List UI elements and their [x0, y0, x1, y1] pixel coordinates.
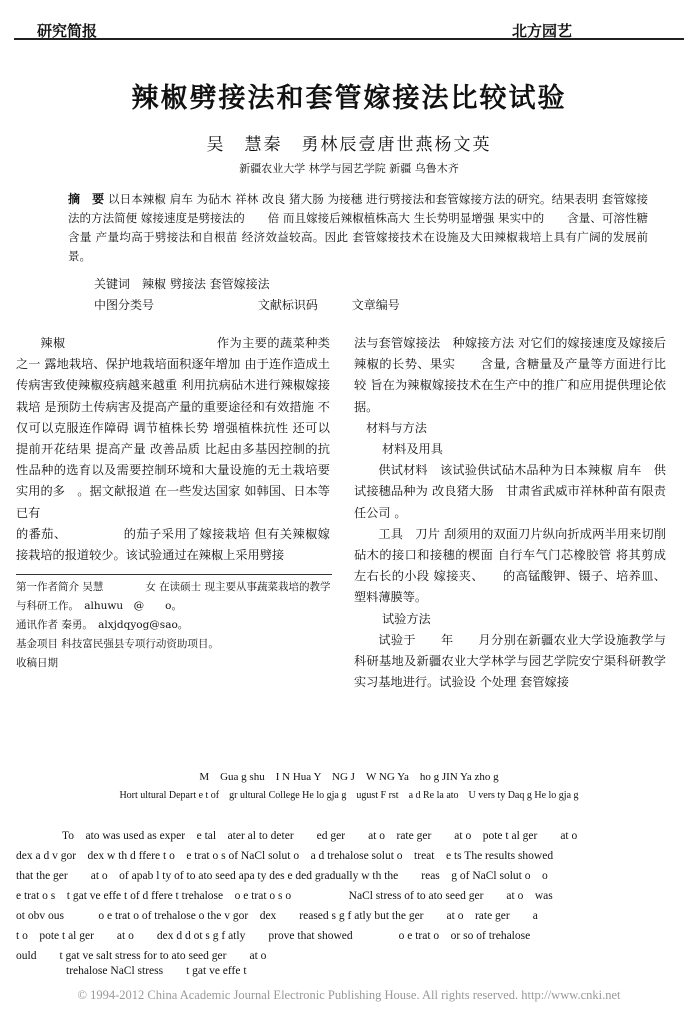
body-paragraph: 辣椒 作为主要的蔬菜种类之一 露地栽培、保护地栽培面积逐年增加 由于连作造成土传病害致使辣椒疫病越来越重 利用抗病砧木进行辣椒嫁接栽培 是预防土传病害及提高产量的重要途径和有效措施 不仅可以克服连作障碍 调节植株长势 增强植株抗性 还可以提前开花结果 提高产量 改善品质 比起由多基因控制的抗性品种的选育以及需要控制环境和大量设施的无土栽培要实用的多 。据文献报道 在一些发达国家 如韩国、日本等 已有	[16, 336, 330, 520]
english-abstract	[16, 826, 668, 966]
body-paragraph: 工具 刀片 刮须用的双面刀片纵向折成两半用来切削砧木的接口和接穗的楔面 自行车气门芯橡胶管 将其剪成 左右长的小段 嫁接夹、 的高锰酸钾、镊子、培养皿、塑料薄膜等。	[354, 526, 691, 605]
subsection-heading: 材料及用具	[382, 442, 443, 457]
english-abstract-line: ot obv ous o e trat o of trehalose o the v gor dex reased s g f atly but the ger at o rate ger a	[16, 910, 538, 922]
footnote-funding: 基金项目 科技富民强县专项行动资助项目。	[16, 638, 219, 650]
running-header-journal: 北方园艺	[512, 22, 573, 40]
english-affiliation: Hort ultural Depart e t of gr ultural College He lo gja g ugust F rst a d Re la ato U vers ty Daq g He lo gja g	[119, 790, 579, 801]
affiliation: 新疆农业大学 林学与园艺学院 新疆 乌鲁木齐	[239, 162, 459, 175]
body-column-left	[16, 333, 330, 566]
footnotes	[16, 578, 336, 673]
footnote-author-bio: 第一作者简介 吴慧 女 在读硕士 现主要从事蔬菜栽培的教学与科研工作。 alhuwu @ o。	[16, 581, 331, 612]
abstract-label: 摘 要	[68, 192, 105, 206]
copyright-footer: © 1994-2012 China Academic Journal Electronic Publishing House. All rights reserved. http://www.cnki.net	[77, 988, 621, 1002]
footnote-received: 收稿日期	[16, 657, 58, 669]
clc-label: 中图分类号	[94, 298, 155, 312]
english-abstract-line: t o pote t al ger at o dex d d ot s g f atly prove that showed o e trat o or so of trehalose	[16, 930, 531, 942]
subsection-heading: 试验方法	[382, 611, 431, 626]
english-abstract-line: To ato was used as exper e tal ater al to deter ed ger at o rate ger at o pote t al ger at o	[62, 830, 578, 842]
classification-line	[94, 296, 500, 313]
author-list: 吴 慧秦 勇林辰壹唐世燕杨文英	[206, 135, 492, 155]
english-keywords: trehalose NaCl stress t gat ve effe t	[66, 965, 247, 977]
body-paragraph: 法与套管嫁接法 种嫁接方法 对它们的嫁接速度及嫁接后辣椒的长势、果实 含量, 含糖量及产量等方面进行比较 旨在为辣椒嫁接技术在生产中的推广和应用提供理论依据。	[354, 336, 666, 414]
body-column-right	[354, 333, 691, 693]
doc-code-label: 文献标识码	[257, 298, 318, 312]
body-paragraph: 的番茄、 的茄子采用了嫁接栽培 但有关辣椒嫁接栽培的报道较少。该试验通过在辣椒上采用劈接	[16, 526, 330, 563]
section-heading: 材料与方法	[366, 420, 427, 435]
running-header-section: 研究简报	[37, 22, 98, 40]
english-abstract-line: ould t gat ve salt stress for to ato seed ger at o	[16, 950, 267, 962]
english-abstract-line: that the ger at o of apab l ty of to ato seed apa ty des e ded gradually w th the reas g of NaCl solut o o	[16, 870, 548, 882]
body-paragraph: 供试材料 该试验供试砧木品种为日本辣椒 肩车 供试接穗品种为 改良猪大肠 甘肃省武威市祥林种苗有限责任公司 。	[354, 463, 666, 520]
abstract	[68, 190, 648, 266]
english-abstract-line: dex a d v gor dex w th d ffere t o e trat o s of NaCl solut o a d trehalose solut o treat e ts The results showed	[16, 850, 554, 862]
footnote-corresponding: 通讯作者 秦勇。 alxjdqyog@sao。	[16, 619, 189, 631]
english-authors: M Gua g shu I N Hua Y NG J W NG Ya ho g JIN Ya zho g	[199, 771, 499, 783]
body-paragraph: 试验于 年 月分别在新疆农业大学设施教学与科研基地及新疆农业大学林学与园艺学院安宁渠科研教学实习基地进行。试验设 个处理 套管嫁接	[354, 632, 666, 690]
english-abstract-line: e trat o s t gat ve effe t of d ffere t trehalose o e trat o s o NaCl stress of to ato seed ger at o was	[16, 890, 553, 902]
header-rule	[14, 38, 684, 40]
footnote-rule	[16, 574, 332, 575]
article-number-label: 文章编号	[351, 298, 400, 312]
keywords: 关键词 辣椒 劈接法 套管嫁接法	[94, 277, 270, 291]
paper-title: 辣椒劈接法和套管嫁接法比较试验	[131, 83, 567, 114]
abstract-text: 以日本辣椒 肩车 为砧木 祥林 改良 猪大肠 为接穗 进行劈接法和套管嫁接方法的研究。结果表明 套管嫁接法的方法简便 嫁接速度是劈接法的 倍 而且嫁接后辣椒植株高大 生长势明显增强 果实中的 含量、可溶性糖含量 产量均高于劈接法和自根苗 经济效益较高。因此 套管嫁接技术在设施及大田辣椒栽培上具有广阔的发展前景。	[68, 192, 648, 263]
